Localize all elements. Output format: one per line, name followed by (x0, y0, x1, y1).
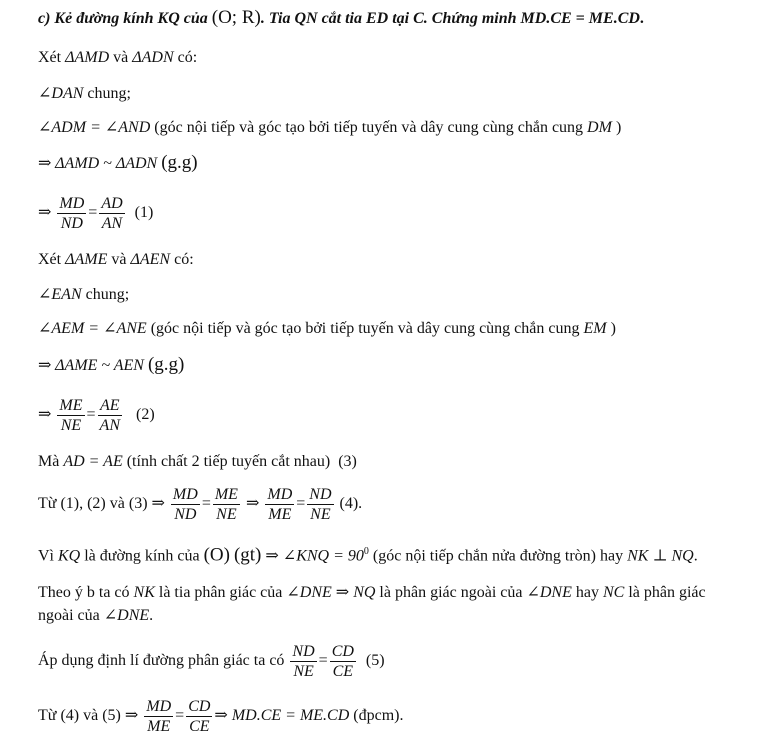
heading-dot: . (639, 10, 644, 27)
fraction-md-nd (57, 194, 86, 233)
line-angle-aem-ane (38, 319, 616, 339)
numerator: MD (59, 194, 85, 212)
numerator: ND (309, 485, 332, 503)
fraction-nd-ne (307, 485, 333, 524)
circle-symbol: (O; R) (211, 7, 261, 28)
denominator: NE (216, 505, 237, 523)
ngoai-text: ngoài của (38, 607, 100, 624)
arc-em: EM (583, 320, 607, 337)
line-kq-diameter (38, 542, 698, 566)
numerator: ME (59, 396, 83, 414)
chung-text: chung; (87, 85, 131, 102)
fraction-nd-ne (290, 642, 316, 681)
chung-text: chung; (85, 286, 130, 303)
line-ratio-2 (38, 395, 155, 435)
tia-text: . Tia (260, 10, 291, 27)
angle-ean: ∠EAN (38, 286, 82, 303)
nc-symbol: NC (602, 584, 625, 601)
denominator: ND (60, 214, 83, 232)
reason-text: (góc nội tiếp và góc tạo bởi tiếp tuyến và dây cung cùng chắn cung (150, 320, 580, 337)
numerator: MD (172, 485, 198, 503)
fraction-cd-ce (330, 642, 356, 681)
kq-symbol: KQ (58, 547, 81, 565)
angle-dne: ∠DNE (103, 607, 150, 624)
line-ratio-1 (38, 193, 153, 233)
line-conclusion (38, 696, 403, 736)
implies-symbol: ⇒ (151, 495, 165, 512)
theorem-text: Áp dụng định lí đường phân giác ta có (38, 652, 285, 669)
theo-text: Theo ý b ta có (38, 584, 130, 601)
numerator: CD (331, 642, 354, 660)
numerator: MD (267, 485, 293, 503)
nq-symbol: ⇒ NQ (335, 584, 376, 601)
tu-text: Từ (1), (2) và (3) (38, 495, 148, 512)
equals-symbol: = (318, 652, 328, 669)
perpendicular-statement: NK ⊥ NQ (627, 547, 694, 565)
qn-symbol: QN (294, 10, 318, 27)
close-paren: ) (610, 320, 616, 337)
nk-symbol: NK (133, 584, 155, 601)
diameter-text: là đường kính của (84, 547, 200, 565)
gg-label: (g.g) (161, 152, 198, 173)
ref-4: (4). (339, 495, 363, 512)
implies-symbol: ⇒ (38, 204, 52, 221)
c-symbol: C (413, 10, 424, 27)
denominator: CE (189, 717, 210, 735)
denominator: AN (101, 214, 123, 232)
similarity-statement: ⇒ ΔAME ~ AEN (38, 357, 144, 374)
va-text: và (111, 251, 127, 268)
numerator: ND (292, 642, 315, 660)
dot: . (149, 607, 154, 624)
angle-knq: ⇒ ∠KNQ = 90 (265, 547, 364, 565)
triangle-adn: ΔADN (132, 49, 174, 66)
triangle-amd: ΔAMD (65, 49, 110, 66)
ref-1: (1) (134, 204, 154, 221)
similarity-statement: ⇒ ΔAMD ~ ΔADN (38, 155, 158, 172)
angle-dne: ∠DNE (286, 584, 332, 601)
line-ngoai-cua (38, 606, 153, 626)
line-ad-eq-ae (38, 452, 357, 472)
numerator: MD (146, 697, 172, 715)
ref-5: (5) (365, 652, 385, 669)
part-c-label: c) Kẻ đường kính (38, 10, 154, 27)
line-angle-adm-and (38, 118, 621, 138)
part-c-heading (38, 8, 644, 29)
close-paren: ) (615, 119, 622, 136)
ad-ae-equation: AD = AE (63, 453, 123, 470)
ed-symbol: ED (366, 10, 389, 27)
equals-symbol: = (86, 406, 96, 423)
equals-symbol: = (88, 204, 98, 221)
line-xet-ame-aen (38, 250, 194, 270)
denominator: NE (60, 416, 82, 434)
implies-symbol: ⇒ (245, 495, 260, 512)
hay-text: hay (575, 584, 599, 601)
fraction-ae-an (98, 396, 122, 435)
xet-text: Xét (38, 49, 62, 66)
xet-text: Xét (38, 251, 62, 268)
va-text: và (113, 49, 129, 66)
line-angle-ean (38, 285, 129, 305)
line-xet-amd-adn (38, 48, 197, 68)
reason-text: (góc nội tiếp chắn nửa đường tròn) hay (372, 547, 624, 565)
angle-dne: ∠DNE (526, 584, 572, 601)
tai-text: tại (392, 10, 410, 27)
numerator: CD (188, 697, 211, 715)
fraction-cd-ce (186, 697, 212, 736)
implies-symbol: ⇒ (124, 707, 139, 724)
line-bisector-theorem (38, 641, 385, 681)
bisector-text: là tia phân giác của (158, 584, 283, 601)
line-theo-y-b (38, 583, 706, 603)
denominator: ME (268, 505, 292, 523)
line-ratio-4 (38, 484, 362, 524)
triangle-ame: ΔAME (65, 251, 108, 268)
fraction-ad-an (99, 194, 124, 233)
numerator: ME (214, 485, 238, 503)
denominator: CE (332, 662, 354, 680)
line-angle-dan (38, 84, 131, 104)
equals-symbol: = (175, 707, 185, 724)
denominator: ND (174, 505, 197, 523)
ref-2: (2) (136, 406, 155, 423)
kq-symbol: KQ (157, 10, 180, 27)
vi-text: Vì (38, 547, 54, 565)
triangle-aen: ΔAEN (130, 251, 171, 268)
numerator: AE (98, 396, 122, 416)
denominator: ME (147, 717, 171, 735)
angle-equation: ∠AEM = ∠ANE (38, 320, 147, 337)
implies-symbol: ⇒ (38, 406, 52, 423)
denominator: NE (310, 505, 331, 523)
reason-text: (góc nội tiếp và góc tạo bởi tiếp tuyến và dây cung cùng chắn cung (154, 119, 584, 136)
ma-text: Mà (38, 453, 60, 470)
dot: . (693, 547, 698, 565)
fraction-md-nd (171, 485, 200, 524)
line-similar-ame-aen (38, 355, 184, 376)
ref-3: (3) (338, 453, 357, 470)
equals-symbol: = (296, 495, 306, 512)
fraction-md-me (265, 485, 294, 524)
co-text: có: (177, 49, 198, 66)
denominator: NE (293, 662, 314, 680)
denominator: AN (99, 416, 120, 434)
reason-text: (tính chất 2 tiếp tuyến cắt nhau) (126, 453, 331, 470)
bisector-text: là phân giác (628, 584, 706, 601)
external-bisector-text: là phân giác ngoài của (379, 584, 523, 601)
goal-equation: MD.CE = ME.CD (520, 10, 640, 27)
numerator: AD (101, 194, 123, 212)
fraction-me-ne (213, 485, 240, 524)
angle-dan: ∠DAN (38, 85, 84, 102)
fraction-md-me (144, 697, 173, 736)
co-text: có: (174, 251, 194, 268)
chung-minh-text: . Chứng minh (423, 10, 517, 27)
cua-text: của (183, 10, 208, 27)
arc-dm: DM (587, 119, 612, 136)
angle-equation: ∠ADM = ∠AND (38, 119, 151, 136)
cat-tia-text: cắt tia (321, 10, 362, 27)
degree-sup: 0 (363, 546, 369, 557)
result-equation: ⇒ MD.CE = ME.CD (214, 707, 350, 724)
gt-label: (gt) (233, 544, 262, 566)
fraction-me-ne (57, 396, 84, 435)
qed-text: (đpcm). (353, 707, 404, 724)
equals-symbol: = (201, 495, 211, 512)
gg-label: (g.g) (147, 354, 185, 375)
tu-text: Từ (4) và (5) (38, 707, 121, 724)
circle-o: (O) (203, 544, 230, 566)
line-similar-amd-adn (38, 153, 198, 174)
